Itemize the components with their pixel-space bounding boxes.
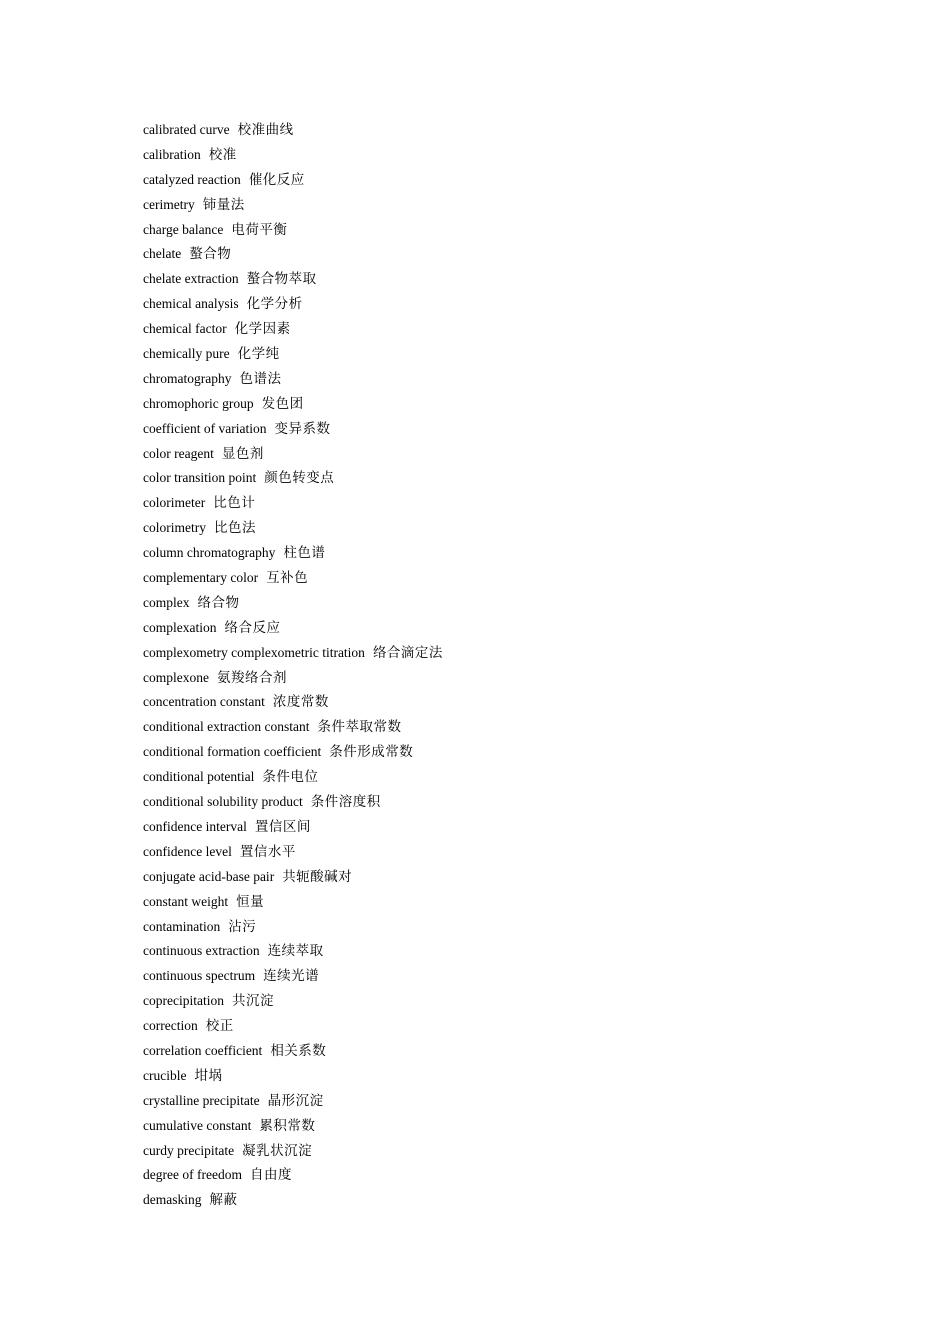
entry-term: conjugate acid-base pair [143, 868, 275, 884]
entry-term: contamination [143, 918, 221, 934]
entry-term: coprecipitation [143, 993, 224, 1009]
entry-translation: 晶形沉淀 [267, 1092, 324, 1108]
entry-term: concentration constant [143, 694, 265, 710]
glossary-entry [143, 516, 443, 541]
entry-translation: 相关系数 [270, 1042, 327, 1058]
entry-term: complementary color [143, 570, 259, 586]
entry-term: cerimetry [143, 196, 195, 212]
glossary-entry [143, 1014, 443, 1039]
entry-term: constant weight [143, 893, 229, 909]
glossary-entry [143, 939, 443, 964]
glossary-entry [143, 466, 443, 491]
glossary-entry [143, 964, 443, 989]
entry-translation: 条件形成常数 [329, 744, 414, 760]
glossary-entry [143, 442, 443, 467]
entry-term: cumulative constant [143, 1117, 252, 1133]
entry-term: charge balance [143, 221, 224, 237]
entry-translation: 催化反应 [248, 171, 305, 187]
entry-term: continuous extraction [143, 943, 260, 959]
glossary-entry [143, 865, 443, 890]
glossary-entry [143, 392, 443, 417]
entry-term: complexone [143, 669, 209, 685]
entry-translation: 显色剂 [221, 445, 264, 461]
glossary-entry [143, 417, 443, 442]
entry-term: conditional extraction constant [143, 719, 310, 735]
entry-term: chromatography [143, 370, 232, 386]
entry-term: colorimetry [143, 520, 206, 536]
glossary-entry [143, 118, 443, 143]
entry-translation: 电荷平衡 [231, 221, 288, 237]
glossary-entry [143, 218, 443, 243]
entry-term: continuous spectrum [143, 968, 256, 984]
glossary-entry [143, 840, 443, 865]
glossary-entry [143, 765, 443, 790]
entry-term: conditional formation coefficient [143, 744, 322, 760]
glossary-entry [143, 1039, 443, 1064]
entry-translation: 共轭酸碱对 [282, 868, 353, 884]
entry-translation: 络合物 [197, 594, 240, 610]
entry-term: color reagent [143, 445, 214, 461]
entry-term: calibration [143, 146, 201, 162]
entry-term: complexation [143, 619, 217, 635]
entry-translation: 累积常数 [259, 1117, 316, 1133]
entry-term: demasking [143, 1192, 202, 1208]
entry-translation: 校准曲线 [237, 122, 294, 137]
entry-term: chemically pure [143, 346, 230, 362]
glossary-entry [143, 1163, 443, 1188]
entry-translation: 共沉淀 [231, 993, 274, 1009]
entry-term: conditional potential [143, 769, 255, 785]
entry-translation: 颜色转变点 [264, 470, 335, 486]
glossary-entry [143, 143, 443, 168]
glossary-entry [143, 342, 443, 367]
entry-translation: 螯合物萃取 [246, 271, 317, 287]
glossary-entry [143, 367, 443, 392]
glossary-entry [143, 915, 443, 940]
entry-term: crystalline precipitate [143, 1092, 260, 1108]
entry-translation: 校正 [205, 1018, 234, 1034]
entry-term: degree of freedom [143, 1167, 242, 1183]
glossary-entry [143, 690, 443, 715]
entry-term: catalyzed reaction [143, 171, 241, 187]
entry-translation: 化学纯 [237, 346, 280, 362]
entry-translation: 络合滴定法 [372, 644, 443, 660]
entry-translation: 沾污 [228, 918, 257, 934]
glossary-entry [143, 1188, 443, 1213]
entry-term: correlation coefficient [143, 1042, 263, 1058]
entry-translation: 凝乳状沉淀 [242, 1142, 313, 1158]
entry-translation: 坩埚 [194, 1067, 223, 1083]
glossary-entry [143, 168, 443, 193]
entry-term: column chromatography [143, 545, 276, 561]
entry-term: confidence interval [143, 818, 247, 834]
entry-translation: 色谱法 [239, 370, 282, 386]
entry-translation: 条件萃取常数 [317, 719, 402, 735]
entry-term: chelate extraction [143, 271, 239, 287]
entry-term: chemical analysis [143, 296, 239, 312]
glossary-entry [143, 1139, 443, 1164]
entry-term: correction [143, 1018, 198, 1034]
entry-term: complexometry complexometric titration [143, 644, 365, 660]
glossary-entry [143, 541, 443, 566]
entry-translation: 浓度常数 [272, 694, 329, 710]
glossary-entry [143, 267, 443, 292]
glossary-entry [143, 989, 443, 1014]
entry-term: color transition point [143, 470, 257, 486]
entry-translation: 连续萃取 [267, 943, 324, 959]
glossary-entry [143, 715, 443, 740]
entry-translation: 变异系数 [274, 420, 331, 436]
entry-translation: 发色团 [261, 395, 304, 411]
entry-translation: 比色计 [213, 495, 256, 511]
entry-translation: 螯合物 [189, 246, 232, 262]
entry-translation: 校准 [208, 146, 237, 162]
entry-translation: 化学因素 [234, 321, 291, 337]
entry-translation: 化学分析 [246, 296, 303, 312]
glossary-entry [143, 1089, 443, 1114]
entry-translation: 置信水平 [239, 843, 296, 859]
glossary-entry [143, 566, 443, 591]
glossary-entry [143, 890, 443, 915]
entry-translation: 自由度 [249, 1167, 292, 1183]
entry-term: chelate [143, 246, 182, 262]
entry-translation: 互补色 [266, 570, 309, 586]
entry-term: conditional solubility product [143, 794, 303, 810]
glossary-entry [143, 292, 443, 317]
glossary-entry [143, 317, 443, 342]
entry-translation: 比色法 [213, 520, 256, 536]
glossary-entry [143, 815, 443, 840]
entry-term: complex [143, 594, 190, 610]
glossary-entry [143, 242, 443, 267]
glossary-entry [143, 1114, 443, 1139]
glossary-list [143, 118, 443, 1213]
entry-term: coefficient of variation [143, 420, 267, 436]
entry-translation: 解蔽 [209, 1192, 238, 1208]
entry-term: crucible [143, 1067, 187, 1083]
glossary-entry [143, 666, 443, 691]
glossary-entry [143, 641, 443, 666]
entry-translation: 条件电位 [262, 769, 319, 785]
glossary-entry [143, 491, 443, 516]
entry-translation: 恒量 [236, 893, 265, 909]
entry-term: chemical factor [143, 321, 227, 337]
glossary-entry [143, 1064, 443, 1089]
entry-term: calibrated curve [143, 122, 230, 137]
entry-translation: 氨羧络合剂 [216, 669, 287, 685]
entry-translation: 条件溶度积 [310, 794, 381, 810]
entry-translation: 柱色谱 [283, 545, 326, 561]
glossary-entry [143, 591, 443, 616]
entry-term: confidence level [143, 843, 232, 859]
entry-term: chromophoric group [143, 395, 254, 411]
entry-term: curdy precipitate [143, 1142, 235, 1158]
glossary-entry [143, 616, 443, 641]
entry-translation: 铈量法 [202, 196, 245, 212]
entry-translation: 置信区间 [254, 818, 311, 834]
glossary-entry [143, 740, 443, 765]
entry-term: colorimeter [143, 495, 206, 511]
glossary-entry [143, 790, 443, 815]
glossary-entry [143, 193, 443, 218]
entry-translation: 络合反应 [224, 619, 281, 635]
entry-translation: 连续光谱 [263, 968, 320, 984]
